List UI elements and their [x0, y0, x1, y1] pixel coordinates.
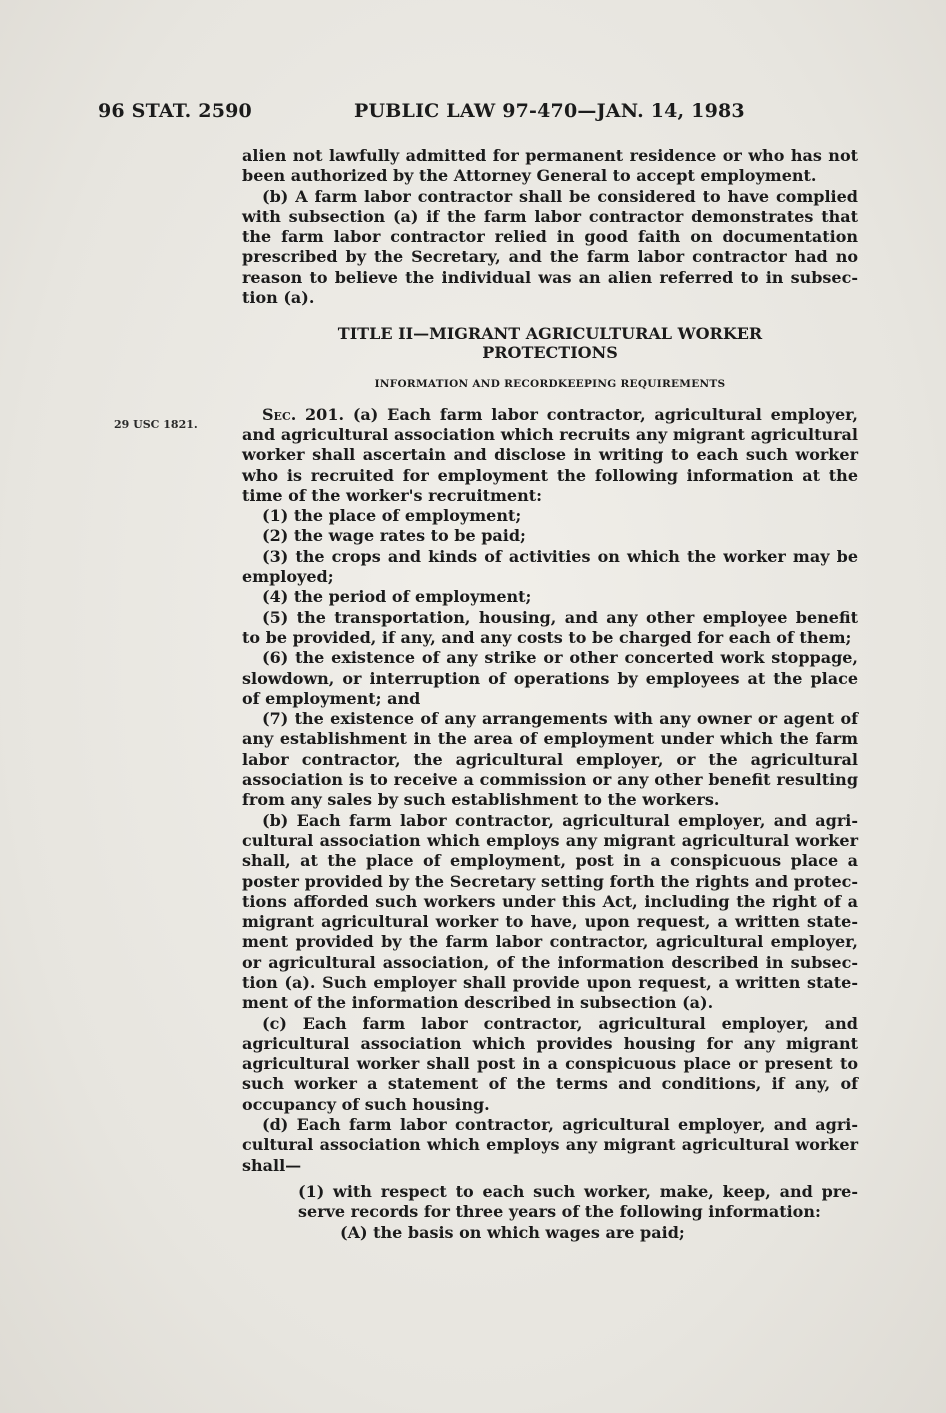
paragraph-d: (d) Each farm labor contractor, agricultural employer, and agricultural association which employs any migrant agricultural worker shall—	[242, 1115, 858, 1175]
title-heading-line-1: TITLE II—MIGRANT AGRICULTURAL WORKER	[337, 324, 763, 344]
list-item-2: (2) the wage rates to be paid;	[262, 526, 526, 546]
law-title: PUBLIC LAW 97-470—JAN. 14, 1983	[354, 100, 745, 122]
body-text	[242, 146, 858, 1243]
list-item-1: (1) the place of employment;	[262, 506, 522, 526]
list-item-5: (5) the transportation, housing, and any other employee benefit to be provided, if any, and any costs to be charged for each of them;	[242, 607, 858, 647]
title-heading	[242, 324, 858, 362]
paragraph-b: (b) Each farm labor contractor, agricultural employer, and agricultural association which employs any migrant agricultural worker shall, at the place of employment, post in a conspicuous place a poster provided by the Secretary setting forth the rights and protections afforded such workers under this Act, including the right of a migrant agricultural worker to have, upon request, a written statement provided by the farm labor contractor, agricultural employer, or agricultural association, of the information described in subsection (a). Such employer shall provide upon request, a written statement of the information described in subsection (a).	[242, 810, 858, 1013]
section-201-paragraph	[242, 405, 858, 506]
paragraph-d-1: (1) with respect to each such worker, make, keep, and preserve records for three years of the following information:	[298, 1181, 858, 1222]
section-201-text: (a) Each farm labor contractor, agricultural employer, and agricultural association which recruits any migrant agricultural worker shall ascertain and disclose in writing to each such worker who is recruited for employment the following information at the time of the worker's recruitment:	[242, 404, 858, 505]
paragraph-d-1-A: (A) the basis on which wages are paid;	[340, 1222, 685, 1242]
title-heading-line-2: PROTECTIONS	[482, 343, 618, 363]
list-item-4: (4) the period of employment;	[262, 587, 532, 607]
section-heading: INFORMATION AND RECORDKEEPING REQUIREMENTS	[374, 378, 726, 391]
list-item-3: (3) the crops and kinds of activities on which the worker may be employed;	[242, 546, 858, 587]
intro-paragraph-1: alien not lawfully admitted for permanent residence or who has not been authorized by the Attorney General to accept employment.	[242, 146, 858, 186]
section-label: Sec. 201.	[262, 404, 345, 424]
intro-paragraph-2: (b) A farm labor contractor shall be considered to have complied with subsection (a) if the farm labor contractor demonstrates that the farm labor contractor relied in good faith on documentation prescribed by the Secretary, and the farm labor contractor had no reason to believe the individual was an alien referred to in subsection (a).	[242, 186, 858, 308]
list-item-7: (7) the existence of any arrangements with any owner or agent of any establishment in the area of employment under which the farm labor contractor, the agricultural employer, or the agricultural association is to receive a commission or any other benefit resulting from any sales by such establishment to the workers.	[242, 709, 858, 810]
list-item-6: (6) the existence of any strike or other concerted work stoppage, slowdown, or interruption of operations by employees at the place of employment; and	[242, 648, 858, 708]
stat-page-number: 96 STAT. 2590	[98, 100, 252, 122]
paragraph-c: (c) Each farm labor contractor, agricultural employer, and agricultural association which provides housing for any migrant agricultural worker shall post in a conspicuous place or present to such worker a statement of the terms and conditions, if any, of occupancy of such housing.	[242, 1013, 858, 1114]
margin-citation: 29 USC 1821.	[114, 418, 198, 431]
